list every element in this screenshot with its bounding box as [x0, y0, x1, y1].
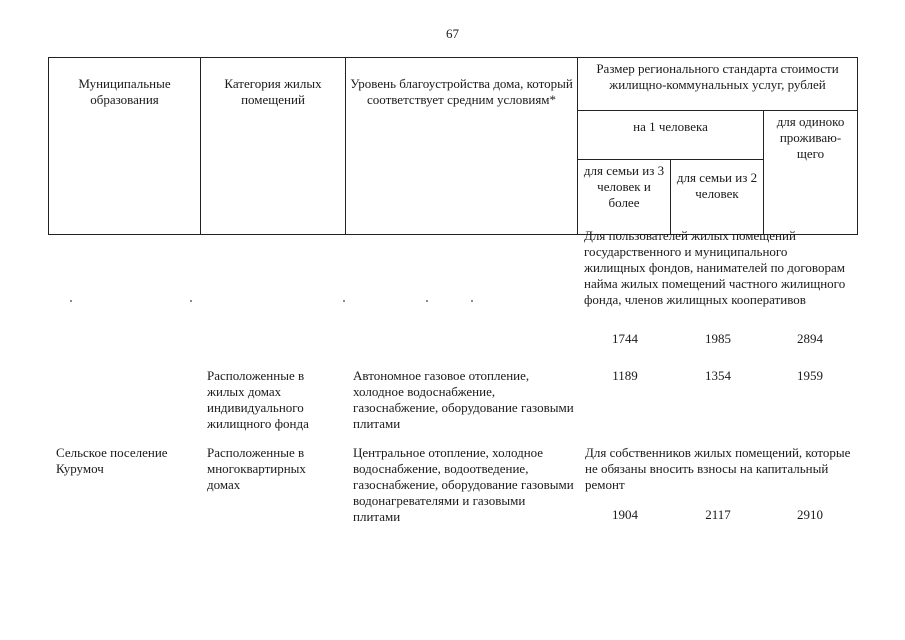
table-header [48, 57, 858, 235]
value-single: 2910 [797, 507, 823, 522]
header-per-person: на 1 человека [578, 111, 764, 160]
value-family3: 1189 [612, 368, 638, 383]
value-family2: 1985 [705, 331, 731, 346]
value-family2: 1354 [705, 368, 731, 383]
header-level: Уровень благоустройства дома, который соответствует средним условиям* [346, 58, 578, 235]
value-single: 1959 [797, 368, 823, 383]
row-category: Расположенные в многоквартирных домах [207, 445, 306, 492]
leader-dot [190, 300, 192, 302]
header-family2: для семьи из 2 человек [671, 160, 764, 235]
value-single: 2894 [797, 331, 823, 346]
header-category: Категория жилых помещений [201, 58, 346, 235]
leader-dot [426, 300, 428, 302]
row-note: Для собственников жилых помещений, которые не обязаны вносить взносы на капитальный ремонт [585, 445, 851, 492]
row-municipality: Сельское поселение Курумоч [56, 445, 168, 476]
header-single: для одиноко проживаю-щего [764, 111, 858, 235]
leader-dot [70, 300, 72, 302]
page-number: 67 [446, 26, 459, 41]
header-family3: для семьи из 3 человек и более [578, 160, 671, 235]
header-standard: Размер регионального стандарта стоимости жилищно-коммунальных услуг, рублей [578, 58, 858, 111]
value-family2: 2117 [705, 507, 731, 522]
header-municipal: Муниципальные образования [49, 58, 201, 235]
value-family3: 1904 [612, 507, 638, 522]
row-level: Центральное отопление, холодное водоснабжение, водоотведение, газоснабжение, оборудование газовыми водонагревателями и газовыми плитами [353, 445, 574, 524]
value-family3: 1744 [612, 331, 638, 346]
leader-dot [471, 300, 473, 302]
row-note: Для пользователей жилых помещений государственного и муниципального жилищных фондов, нанимателей по договорам найма жилых помещений частного жилищного фонда, членов жилищных кооперативов [584, 228, 846, 307]
leader-dot [343, 300, 345, 302]
row-category: Расположенные в жилых домах индивидуального жилищного фонда [207, 368, 309, 431]
row-level: Автономное газовое отопление, холодное водоснабжение, газоснабжение, оборудование газовыми плитами [353, 368, 574, 431]
